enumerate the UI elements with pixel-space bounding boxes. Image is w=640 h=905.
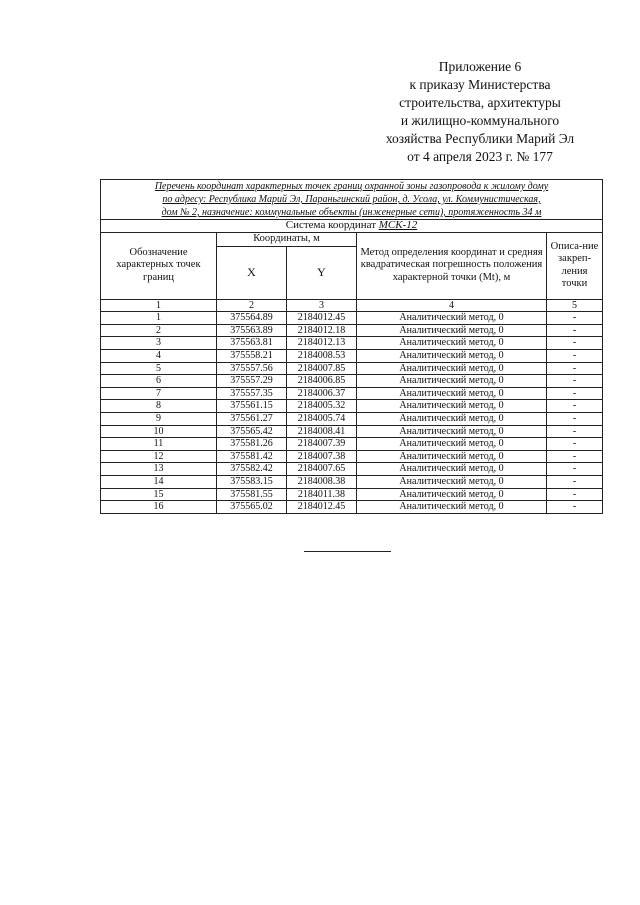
appendix-line: хозяйства Республики Марий Эл xyxy=(385,131,575,146)
description-cell: - xyxy=(547,387,603,400)
x-coordinate: 375557.29 xyxy=(217,375,287,388)
point-number: 13 xyxy=(101,463,217,476)
description-cell: - xyxy=(547,362,603,375)
y-coordinate: 2184008.53 xyxy=(287,349,357,362)
column-number: 1 xyxy=(101,299,217,312)
coordinate-system xyxy=(101,220,603,233)
method-cell: Аналитический метод, 0 xyxy=(357,337,547,350)
y-coordinate: 2184012.45 xyxy=(287,312,357,325)
point-number: 16 xyxy=(101,501,217,514)
appendix-line: и жилищно-коммунального xyxy=(400,113,560,128)
x-coordinate: 375581.55 xyxy=(217,488,287,501)
x-coordinate: 375557.35 xyxy=(217,387,287,400)
description-cell: - xyxy=(547,400,603,413)
x-coordinate: 375581.42 xyxy=(217,450,287,463)
point-number: 15 xyxy=(101,488,217,501)
method-cell: Аналитический метод, 0 xyxy=(357,488,547,501)
header-point-designation: Обозначение характерных точек границ xyxy=(101,232,217,299)
appendix-line: строительства, архитектуры xyxy=(399,95,561,110)
description-cell: - xyxy=(547,438,603,451)
x-coordinate: 375561.15 xyxy=(217,400,287,413)
column-number: 3 xyxy=(287,299,357,312)
method-cell: Аналитический метод, 0 xyxy=(357,375,547,388)
table-row xyxy=(101,425,603,438)
y-coordinate: 2184007.38 xyxy=(287,450,357,463)
table-row xyxy=(101,375,603,388)
method-cell: Аналитический метод, 0 xyxy=(357,312,547,325)
x-coordinate: 375565.42 xyxy=(217,425,287,438)
description-cell: - xyxy=(547,463,603,476)
table-row xyxy=(101,463,603,476)
appendix-line: к приказу Министерства xyxy=(409,77,551,92)
table-title-line: Перечень координат характерных точек границ охранной зоны газопровода к жилому дому xyxy=(154,181,549,192)
description-cell: - xyxy=(547,324,603,337)
signature-line xyxy=(304,551,391,552)
method-cell: Аналитический метод, 0 xyxy=(357,425,547,438)
x-coordinate: 375557.56 xyxy=(217,362,287,375)
y-coordinate: 2184005.32 xyxy=(287,400,357,413)
y-coordinate: 2184012.13 xyxy=(287,337,357,350)
x-coordinate: 375558.21 xyxy=(217,349,287,362)
method-cell: Аналитический метод, 0 xyxy=(357,387,547,400)
method-cell: Аналитический метод, 0 xyxy=(357,438,547,451)
header-description: Описа-ние закреп-ления точки xyxy=(547,232,603,299)
table-row xyxy=(101,324,603,337)
description-cell: - xyxy=(547,488,603,501)
description-cell: - xyxy=(547,450,603,463)
y-coordinate: 2184006.37 xyxy=(287,387,357,400)
point-number: 6 xyxy=(101,375,217,388)
method-cell: Аналитический метод, 0 xyxy=(357,400,547,413)
point-number: 5 xyxy=(101,362,217,375)
table-title-line: по адресу: Республика Марий Эл, Параньгинский район, д. Усола, ул. Коммунистическая, xyxy=(162,194,541,205)
x-coordinate: 375564.89 xyxy=(217,312,287,325)
point-number: 8 xyxy=(101,400,217,413)
description-cell: - xyxy=(547,337,603,350)
appendix-line: Приложение 6 xyxy=(438,59,522,74)
table-row xyxy=(101,362,603,375)
column-number: 2 xyxy=(217,299,287,312)
point-number: 11 xyxy=(101,438,217,451)
table-row xyxy=(101,349,603,362)
table-row xyxy=(101,501,603,514)
point-number: 4 xyxy=(101,349,217,362)
y-coordinate: 2184011.38 xyxy=(287,488,357,501)
table-title-line: дом № 2, назначение: коммунальные объекты (инженерные сети), протяженность 34 м xyxy=(161,207,542,218)
description-cell: - xyxy=(547,349,603,362)
coordinate-system-value: МСК-12 xyxy=(378,219,418,231)
table-row xyxy=(101,400,603,413)
coordinates-table xyxy=(100,179,603,514)
table-row xyxy=(101,475,603,488)
y-coordinate: 2184006.85 xyxy=(287,375,357,388)
y-coordinate: 2184008.38 xyxy=(287,475,357,488)
point-number: 12 xyxy=(101,450,217,463)
column-number: 4 xyxy=(357,299,547,312)
table-row xyxy=(101,438,603,451)
method-cell: Аналитический метод, 0 xyxy=(357,463,547,476)
table-row xyxy=(101,450,603,463)
description-cell: - xyxy=(547,475,603,488)
method-cell: Аналитический метод, 0 xyxy=(357,412,547,425)
x-coordinate: 375563.89 xyxy=(217,324,287,337)
y-coordinate: 2184007.85 xyxy=(287,362,357,375)
method-cell: Аналитический метод, 0 xyxy=(357,362,547,375)
x-coordinate: 375561.27 xyxy=(217,412,287,425)
point-number: 7 xyxy=(101,387,217,400)
x-coordinate: 375581.26 xyxy=(217,438,287,451)
appendix-line: от 4 апреля 2023 г. № 177 xyxy=(407,149,553,164)
x-coordinate: 375582.42 xyxy=(217,463,287,476)
x-coordinate: 375583.15 xyxy=(217,475,287,488)
description-cell: - xyxy=(547,425,603,438)
x-coordinate: 375565.02 xyxy=(217,501,287,514)
point-number: 1 xyxy=(101,312,217,325)
table-row xyxy=(101,488,603,501)
table-row xyxy=(101,337,603,350)
table-title xyxy=(101,180,603,220)
description-cell: - xyxy=(547,375,603,388)
y-coordinate: 2184005.74 xyxy=(287,412,357,425)
method-cell: Аналитический метод, 0 xyxy=(357,349,547,362)
table-row xyxy=(101,412,603,425)
appendix-header xyxy=(330,58,630,166)
header-x: X xyxy=(217,246,287,299)
table-row xyxy=(101,312,603,325)
header-method: Метод определения координат и средняя квадратическая погрешность положения характерной точки (Mt), м xyxy=(357,232,547,299)
x-coordinate: 375563.81 xyxy=(217,337,287,350)
column-number: 5 xyxy=(547,299,603,312)
method-cell: Аналитический метод, 0 xyxy=(357,475,547,488)
method-cell: Аналитический метод, 0 xyxy=(357,324,547,337)
point-number: 10 xyxy=(101,425,217,438)
column-number-row xyxy=(101,299,603,312)
y-coordinate: 2184008.41 xyxy=(287,425,357,438)
y-coordinate: 2184012.45 xyxy=(287,501,357,514)
point-number: 3 xyxy=(101,337,217,350)
coordinates-table-body xyxy=(101,312,603,514)
point-number: 9 xyxy=(101,412,217,425)
header-coordinates: Координаты, м xyxy=(217,232,357,246)
point-number: 14 xyxy=(101,475,217,488)
method-cell: Аналитический метод, 0 xyxy=(357,501,547,514)
description-cell: - xyxy=(547,501,603,514)
description-cell: - xyxy=(547,312,603,325)
coordinate-system-label: Система координат xyxy=(285,219,376,231)
description-cell: - xyxy=(547,412,603,425)
point-number: 2 xyxy=(101,324,217,337)
y-coordinate: 2184012.18 xyxy=(287,324,357,337)
y-coordinate: 2184007.65 xyxy=(287,463,357,476)
table-row xyxy=(101,387,603,400)
y-coordinate: 2184007.39 xyxy=(287,438,357,451)
method-cell: Аналитический метод, 0 xyxy=(357,450,547,463)
header-y: Y xyxy=(287,246,357,299)
